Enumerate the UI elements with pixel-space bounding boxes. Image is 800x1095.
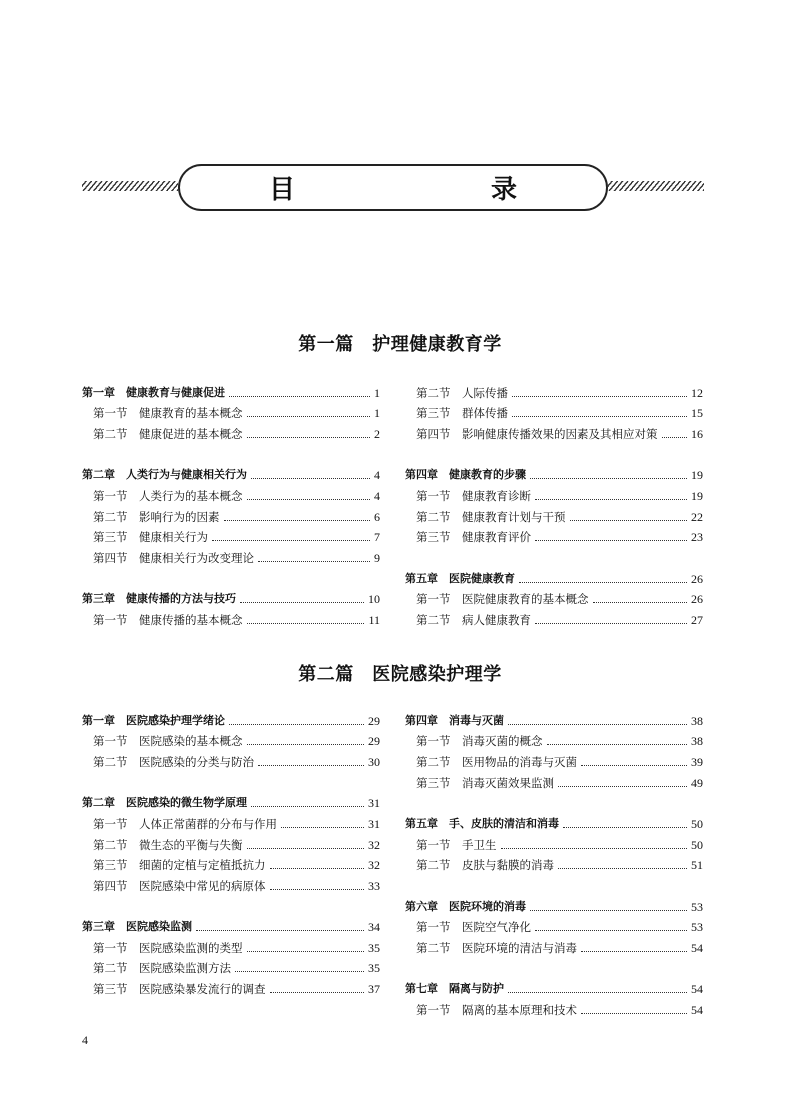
toc-entry-page: 33: [368, 879, 380, 893]
toc-entry-label: 第三节 健康相关行为: [93, 530, 208, 544]
toc-entry-label: 第二节 医用物品的消毒与灭菌: [416, 755, 577, 769]
toc-entry-page: 31: [368, 796, 380, 810]
dot-leader: [224, 520, 371, 521]
toc-entry-label: 第一节 医院感染的基本概念: [93, 734, 243, 748]
toc-entry-label: 第一节 隔离的基本原理和技术: [416, 1003, 577, 1017]
dot-leader: [535, 540, 687, 541]
toc-entry-page: 34: [368, 920, 380, 934]
toc-entry-label: 第三节 消毒灭菌效果监测: [416, 776, 554, 790]
toc-entry-label: 第二章 医院感染的微生物学原理: [82, 796, 247, 809]
toc-entry-page: 4: [374, 489, 380, 503]
toc-entry-label: 第七章 隔离与防护: [405, 982, 504, 995]
toc-entry-page: 7: [374, 530, 380, 544]
toc-chapter-entry[interactable]: [405, 465, 703, 485]
toc-entry-label: 第三章 健康传播的方法与技巧: [82, 592, 236, 605]
dot-leader: [581, 765, 687, 766]
toc-entry-label: 第二节 人际传播: [416, 386, 508, 400]
toc-section-entry[interactable]: [405, 752, 703, 772]
toc-entry-label: 第二节 微生态的平衡与失衡: [93, 838, 243, 852]
toc-section-entry[interactable]: [82, 424, 380, 444]
dot-leader: [247, 744, 365, 745]
toc-section-entry[interactable]: [82, 507, 380, 527]
toc-entry-label: 第一节 医院健康教育的基本概念: [416, 592, 589, 606]
toc-section-entry[interactable]: [82, 814, 380, 834]
toc-section-entry[interactable]: [405, 403, 703, 423]
toc-chapter-entry[interactable]: [82, 793, 380, 813]
toc-entry-page: 50: [691, 817, 703, 831]
toc-entry-label: 第一节 健康教育的基本概念: [93, 406, 243, 420]
dot-leader: [558, 868, 687, 869]
toc-entry-label: 第二节 皮肤与黏膜的消毒: [416, 858, 554, 872]
dot-leader: [247, 623, 365, 624]
toc-entry-page: 9: [374, 551, 380, 565]
toc-entry-label: 第一节 健康传播的基本概念: [93, 613, 243, 627]
dot-leader: [530, 478, 687, 479]
toc-section-entry[interactable]: [405, 507, 703, 527]
dot-leader: [229, 724, 364, 725]
toc-entry-page: 30: [368, 755, 380, 769]
dot-leader: [240, 602, 364, 603]
toc-entry-page: 53: [691, 900, 703, 914]
toc-section-entry[interactable]: [405, 486, 703, 506]
toc-entry-page: 38: [691, 714, 703, 728]
toc-section-entry[interactable]: [82, 548, 380, 568]
dot-leader: [558, 786, 687, 787]
toc-entry-label: 第五章 医院健康教育: [405, 572, 515, 585]
toc-entry-label: 第一节 健康教育诊断: [416, 489, 531, 503]
toc-chapter-entry[interactable]: [405, 711, 703, 731]
toc-section-entry[interactable]: [405, 527, 703, 547]
decorative-hatch-right: [608, 181, 704, 191]
toc-entry-label: 第一节 医院空气净化: [416, 920, 531, 934]
dot-leader: [247, 848, 365, 849]
toc-section-entry[interactable]: [82, 731, 380, 751]
dot-leader: [512, 416, 687, 417]
toc-section-entry[interactable]: [405, 610, 703, 630]
dot-leader: [251, 806, 364, 807]
dot-leader: [570, 520, 688, 521]
toc-section-entry[interactable]: [405, 855, 703, 875]
dot-leader: [547, 744, 688, 745]
toc-chapter-entry[interactable]: [405, 897, 703, 917]
toc-section-entry[interactable]: [405, 938, 703, 958]
toc-entry-page: 49: [691, 776, 703, 790]
toc-section-entry[interactable]: [82, 752, 380, 772]
toc-entry-label: 第二节 医院环境的清洁与消毒: [416, 941, 577, 955]
dot-leader: [535, 930, 687, 931]
toc-section-entry[interactable]: [82, 486, 380, 506]
toc-chapter-entry[interactable]: [405, 569, 703, 589]
toc-entry-label: 第二节 健康促进的基本概念: [93, 427, 243, 441]
toc-entry-label: 第三节 医院感染暴发流行的调查: [93, 982, 266, 996]
toc-entry-page: 54: [691, 1003, 703, 1017]
toc-entry-page: 29: [368, 714, 380, 728]
toc-section-entry[interactable]: [82, 835, 380, 855]
dot-leader: [581, 1013, 687, 1014]
toc-entry-page: 35: [368, 941, 380, 955]
toc-entry-page: 12: [691, 386, 703, 400]
toc-entry-page: 54: [691, 941, 703, 955]
toc-entry-label: 第四节 影响健康传播效果的因素及其相应对策: [416, 427, 658, 441]
toc-entry-label: 第四节 健康相关行为改变理论: [93, 551, 254, 565]
dot-leader: [270, 992, 365, 993]
decorative-hatch-left: [82, 181, 178, 191]
toc-section-entry[interactable]: [82, 403, 380, 423]
dot-leader: [530, 910, 687, 911]
toc-entry-page: 35: [368, 961, 380, 975]
dot-leader: [270, 868, 365, 869]
dot-leader: [251, 478, 370, 479]
dot-leader: [512, 396, 687, 397]
toc-entry-label: 第二节 医院感染的分类与防治: [93, 755, 254, 769]
toc-entry-label: 第二节 病人健康教育: [416, 613, 531, 627]
toc-entry-page: 50: [691, 838, 703, 852]
toc-chapter-entry[interactable]: [82, 383, 380, 403]
toc-chapter-entry[interactable]: [82, 589, 380, 609]
toc-entry-page: 23: [691, 530, 703, 544]
toc-entry-page: 38: [691, 734, 703, 748]
toc-entry-page: 1: [374, 406, 380, 420]
part-2-title: 第二篇 医院感染护理学: [298, 664, 502, 685]
toc-section-entry[interactable]: [405, 424, 703, 444]
dot-leader: [581, 951, 687, 952]
dot-leader: [519, 582, 687, 583]
toc-entry-page: 54: [691, 982, 703, 996]
toc-entry-page: 16: [691, 427, 703, 441]
toc-section-entry[interactable]: [405, 773, 703, 793]
dot-leader: [258, 561, 370, 562]
toc-chapter-entry[interactable]: [405, 979, 703, 999]
toc-entry-page: 1: [374, 386, 380, 400]
toc-entry-page: 11: [368, 613, 380, 627]
toc-section-entry[interactable]: [405, 731, 703, 751]
dot-leader: [535, 499, 687, 500]
toc-title: 目 录: [268, 175, 565, 205]
toc-chapter-entry[interactable]: [82, 711, 380, 731]
toc-entry-label: 第二章 人类行为与健康相关行为: [82, 468, 247, 481]
toc-entry-label: 第一节 人体正常菌群的分布与作用: [93, 817, 277, 831]
toc-chapter-entry[interactable]: [82, 465, 380, 485]
toc-section-entry[interactable]: [82, 979, 380, 999]
toc-entry-label: 第一节 医院感染监测的类型: [93, 941, 243, 955]
dot-leader: [662, 437, 688, 438]
dot-leader: [247, 499, 371, 500]
toc-section-entry[interactable]: [405, 383, 703, 403]
dot-leader: [281, 827, 364, 828]
toc-entry-page: 51: [691, 858, 703, 872]
toc-entry-page: 4: [374, 468, 380, 482]
dot-leader: [508, 992, 687, 993]
dot-leader: [535, 623, 687, 624]
toc-entry-label: 第一节 手卫生: [416, 838, 497, 852]
toc-section-entry[interactable]: [82, 527, 380, 547]
dot-leader: [258, 765, 364, 766]
toc-entry-page: 29: [368, 734, 380, 748]
toc-entry-page: 32: [368, 858, 380, 872]
toc-entry-page: 26: [691, 592, 703, 606]
toc-entry-label: 第一节 消毒灭菌的概念: [416, 734, 543, 748]
toc-entry-page: 2: [374, 427, 380, 441]
toc-entry-page: 31: [368, 817, 380, 831]
dot-leader: [247, 416, 371, 417]
toc-entry-label: 第二节 影响行为的因素: [93, 510, 220, 524]
toc-entry-label: 第六章 医院环境的消毒: [405, 900, 526, 913]
toc-section-entry[interactable]: [405, 589, 703, 609]
toc-section-entry[interactable]: [82, 958, 380, 978]
dot-leader: [501, 848, 688, 849]
toc-entry-page: 15: [691, 406, 703, 420]
toc-entry-label: 第一章 健康教育与健康促进: [82, 386, 225, 399]
toc-entry-page: 26: [691, 572, 703, 586]
toc-title-frame: [178, 164, 608, 211]
toc-entry-page: 53: [691, 920, 703, 934]
dot-leader: [247, 951, 365, 952]
toc-section-entry[interactable]: [82, 876, 380, 896]
toc-entry-page: 19: [691, 468, 703, 482]
toc-entry-page: 32: [368, 838, 380, 852]
dot-leader: [212, 540, 370, 541]
toc-entry-page: 19: [691, 489, 703, 503]
toc-section-entry[interactable]: [405, 835, 703, 855]
toc-chapter-entry[interactable]: [82, 917, 380, 937]
toc-entry-label: 第四章 消毒与灭菌: [405, 714, 504, 727]
toc-entry-label: 第三章 医院感染监测: [82, 920, 192, 933]
toc-entry-label: 第三节 健康教育评价: [416, 530, 531, 544]
toc-chapter-entry[interactable]: [405, 814, 703, 834]
toc-entry-label: 第二节 医院感染监测方法: [93, 961, 231, 975]
dot-leader: [196, 930, 364, 931]
part-1-title: 第一篇 护理健康教育学: [298, 334, 502, 355]
toc-entry-label: 第一节 人类行为的基本概念: [93, 489, 243, 503]
toc-entry-page: 10: [368, 592, 380, 606]
page-number: 4: [82, 1033, 88, 1047]
toc-section-entry[interactable]: [82, 855, 380, 875]
dot-leader: [593, 602, 688, 603]
dot-leader: [270, 889, 365, 890]
toc-entry-label: 第四节 医院感染中常见的病原体: [93, 879, 266, 893]
toc-entry-page: 6: [374, 510, 380, 524]
toc-section-entry[interactable]: [405, 917, 703, 937]
toc-entry-label: 第四章 健康教育的步骤: [405, 468, 526, 481]
toc-entry-page: 37: [368, 982, 380, 996]
dot-leader: [235, 971, 364, 972]
toc-entry-page: 27: [691, 613, 703, 627]
toc-entry-label: 第三节 细菌的定植与定植抵抗力: [93, 858, 266, 872]
dot-leader: [508, 724, 687, 725]
toc-entry-label: 第一章 医院感染护理学绪论: [82, 714, 225, 727]
toc-entry-page: 39: [691, 755, 703, 769]
dot-leader: [563, 827, 687, 828]
toc-section-entry[interactable]: [405, 1000, 703, 1020]
toc-entry-label: 第二节 健康教育计划与干预: [416, 510, 566, 524]
toc-section-entry[interactable]: [82, 610, 380, 630]
toc-entry-page: 22: [691, 510, 703, 524]
dot-leader: [247, 437, 371, 438]
toc-entry-label: 第三节 群体传播: [416, 406, 508, 420]
toc-section-entry[interactable]: [82, 938, 380, 958]
dot-leader: [229, 396, 370, 397]
toc-entry-label: 第五章 手、皮肤的清洁和消毒: [405, 817, 559, 830]
